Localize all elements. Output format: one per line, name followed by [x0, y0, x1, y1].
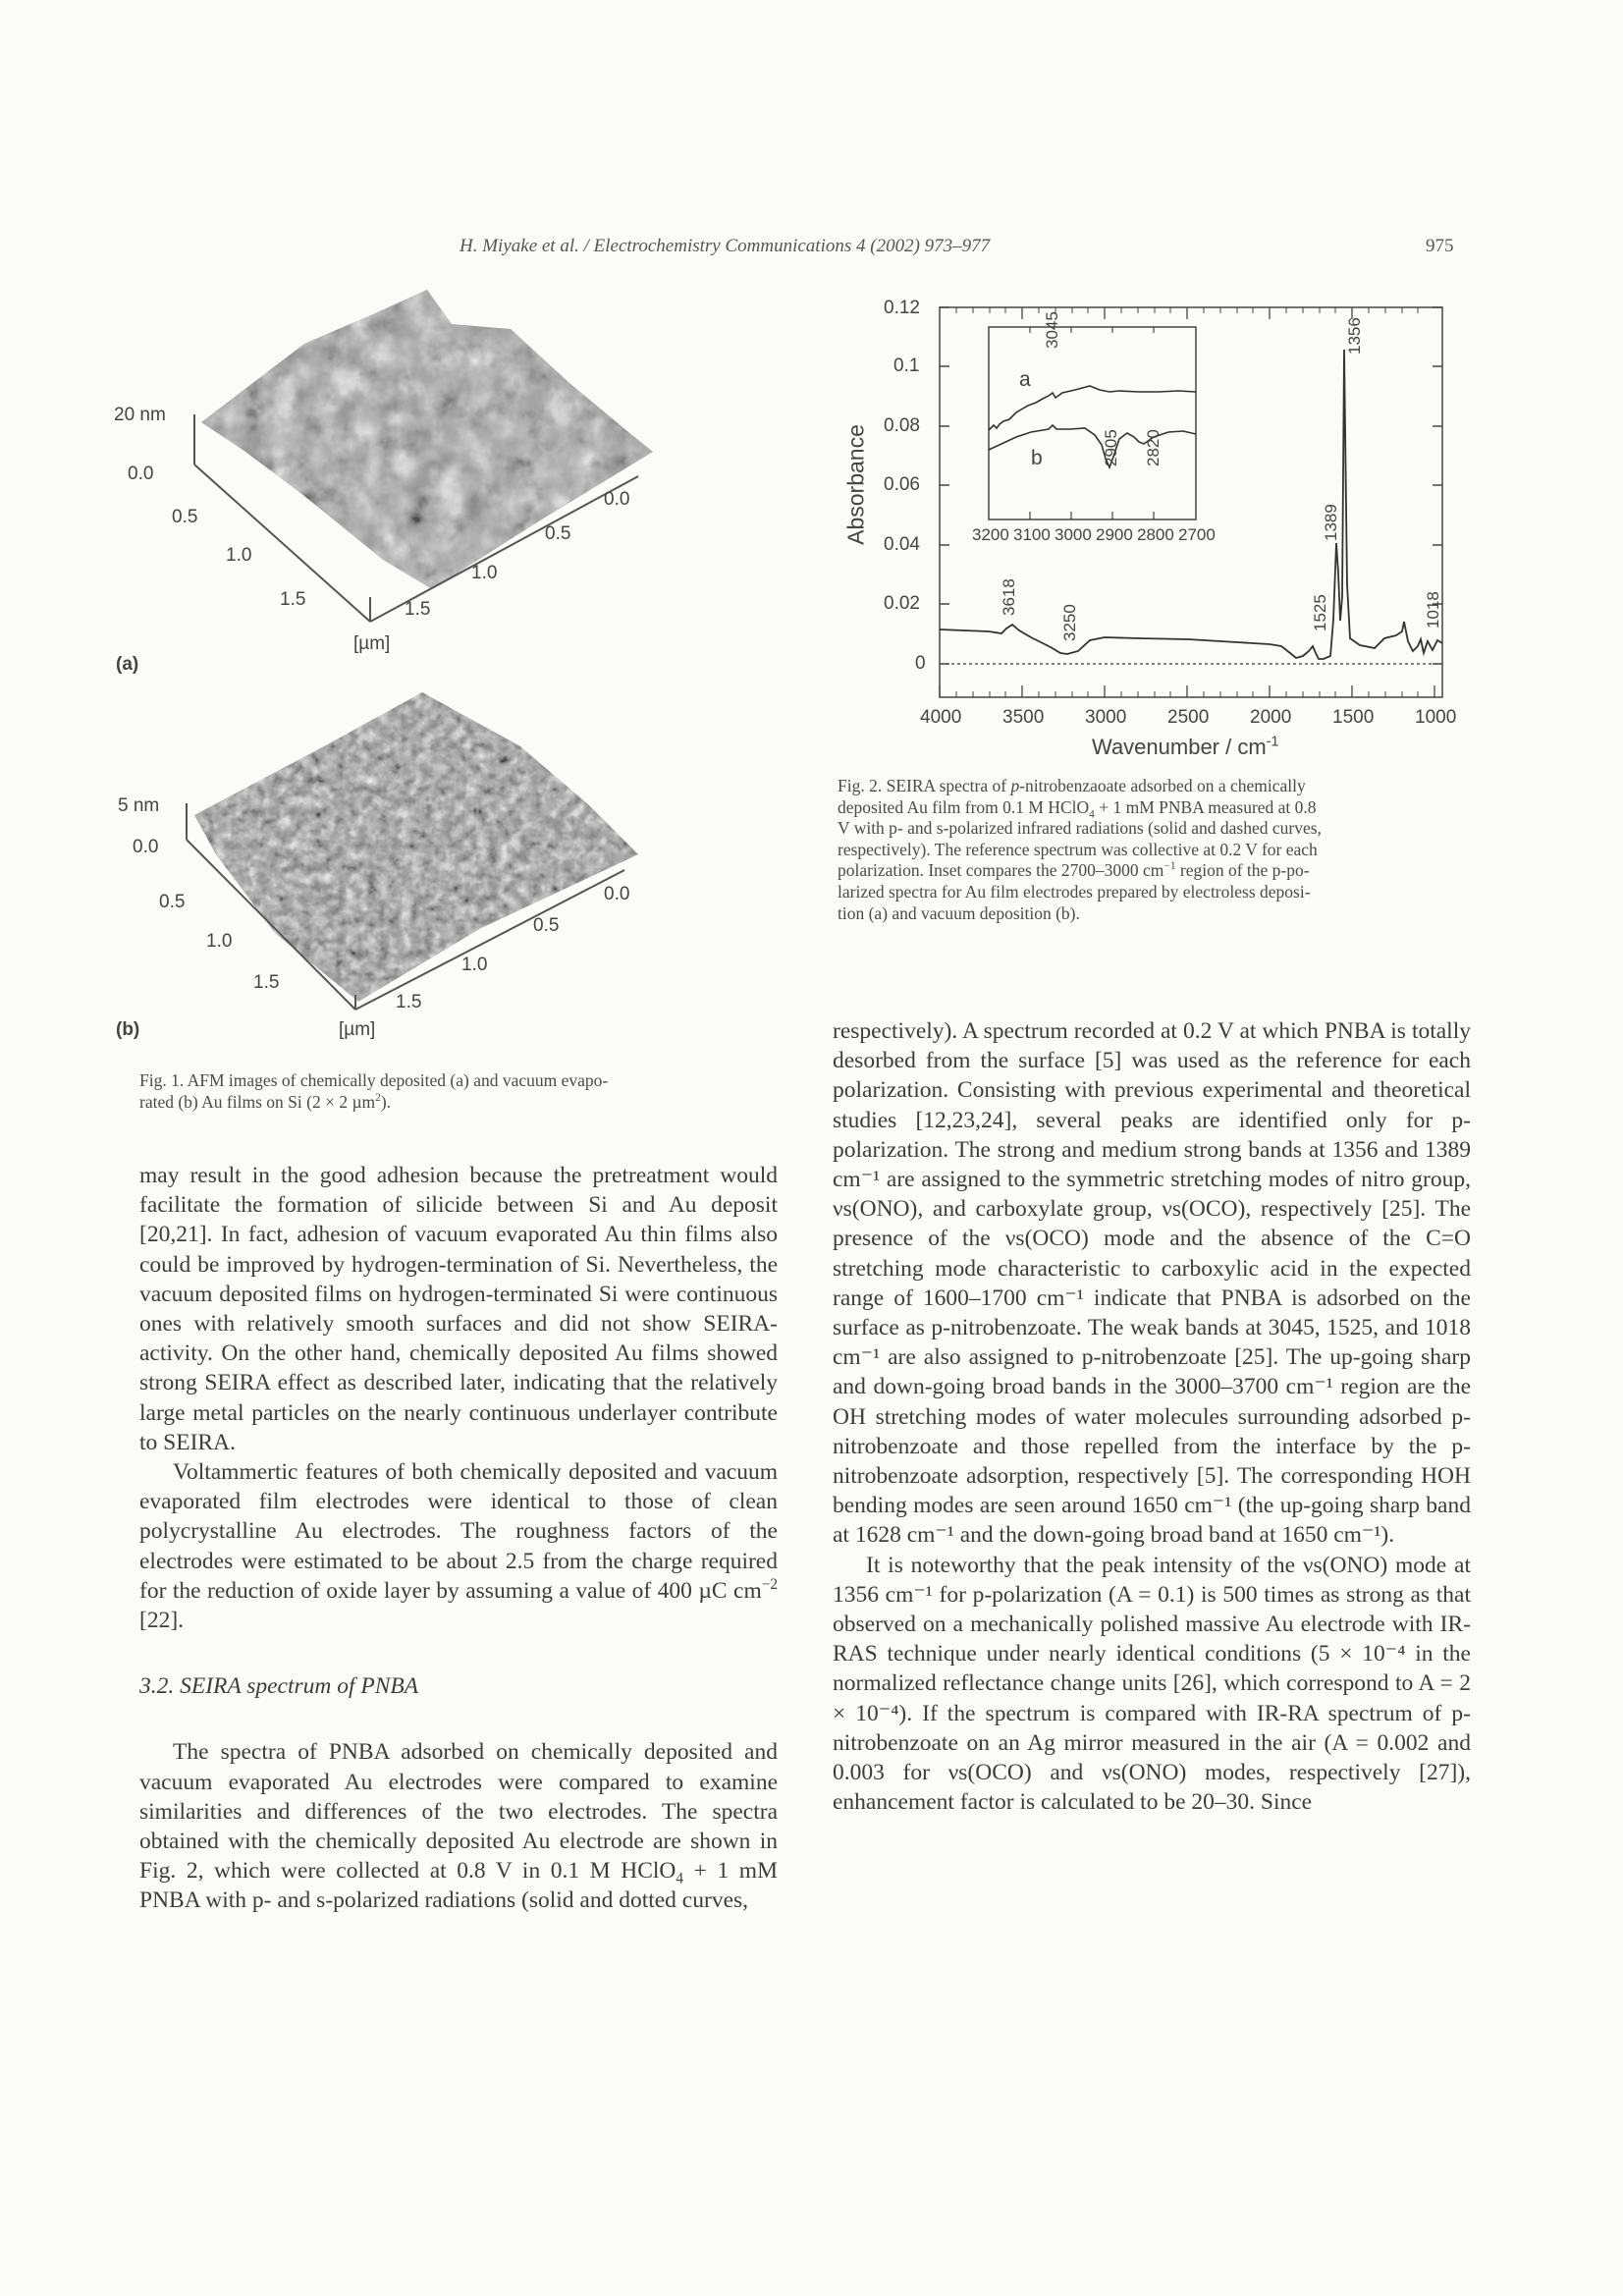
caption-line: tion (a) and vacuum deposition (b).: [838, 902, 1080, 923]
inset-curve-label-b: b: [1031, 447, 1043, 469]
peak-label-1389: 1389: [1322, 504, 1340, 541]
peak-label-1018: 1018: [1424, 591, 1442, 629]
caption-line: rated (b) Au films on Si (2 × 2 µm$^2$).: [139, 1091, 392, 1112]
z-zero-label: 0.0: [128, 464, 154, 484]
x-tick-label: 3500: [1002, 707, 1045, 728]
panel-label-b: (b): [116, 1019, 140, 1040]
inset-x-tick: 3100: [1013, 525, 1051, 544]
caption-line: V with p- and s-polarized infrared radiations (solid and dashed curves,: [838, 818, 1322, 839]
z-zero-label: 0.0: [133, 837, 159, 857]
unit-label: [µm]: [353, 633, 391, 654]
left-tick: 0.5: [159, 892, 186, 912]
afm-image-b: [116, 687, 776, 1070]
y-tick-label: 0.08: [884, 415, 920, 436]
inset-x-tick: 3200: [972, 525, 1009, 544]
peak-label-2820: 2820: [1144, 429, 1163, 466]
seira-spectrum-chart: [825, 290, 1492, 766]
y-tick-label: 0.06: [884, 474, 920, 495]
afm-surface-a: [128, 285, 776, 678]
inset-x-tick: 2700: [1178, 525, 1216, 544]
right-tick: 0.5: [545, 523, 571, 544]
z-scale-label: 5 nm: [118, 795, 160, 816]
y-tick-label: 0.04: [884, 534, 920, 555]
y-axis-label: Absorbance: [842, 424, 869, 545]
right-tick: 1.5: [405, 599, 431, 620]
paragraph: respectively). A spectrum recorded at 0.2 V at which PNBA is totally desorbed from the surface [5] was used as the reference for each polarization. Consisting with previous experimental and theoretical studies [12,23,24], several peaks are identified only for p-polarization. The strong and medium strong bands at 1356 and 1389 cm⁻¹ are assigned to the symmetric stretching modes of nitro group, νs(ONO), and carboxylate group, νs(OCO), respectively [25]. The presence of the νs(OCO) mode and the absence of the C=O stretching mode characteristic to carboxylic acid in the expected range of 1600–1700 cm⁻¹ indicate that PNBA is adsorbed on the surface as p-nitrobenzoate. The weak bands at 3045, 1525, and 1018 cm⁻¹ are also assigned to p-nitrobenzoate [25]. The up-going sharp and down-going broad bands in the 3000–3700 cm⁻¹ region are the OH stretching modes of water molecules surrounding adsorbed p-nitrobenzoate and those repelled from the interface by the p-nitrobenzoate adsorption, respectively [5]. The corresponding HOH bending modes are seen around 1650 cm⁻¹ (the up-going sharp band at 1628 cm⁻¹ and the down-going broad band at 1650 cm⁻¹).: [833, 1018, 1471, 1549]
x-tick-label: 1500: [1332, 707, 1375, 728]
peak-label-1525: 1525: [1311, 594, 1329, 631]
y-tick-label: 0: [915, 653, 926, 674]
y-tick-label: 0.1: [893, 355, 920, 376]
inset-curve-label-a: a: [1019, 368, 1031, 391]
x-tick-label: 1000: [1415, 707, 1457, 728]
page-number: 975: [1426, 236, 1454, 256]
right-tick: 0.0: [604, 489, 630, 510]
caption-line: larized spectra for Au film electrodes prepared by electroless deposi-: [838, 881, 1311, 902]
paragraph: It is noteworthy that the peak intensity of the νs(ONO) mode at 1356 cm⁻¹ for p-polarization (A = 0.1) is 500 times as strong as that observed on a mechanically polished massive Au electrode with IR-RAS technique under nearly identical conditions (5 × 10⁻⁴ in the normalized reflectance change units [26], which correspond to A = 2 × 10⁻⁴). If the spectrum is compared with IR-RA spectrum of p-nitrobenzoate on an Ag mirror measured in the air (A = 0.002 and 0.003 for νs(OCO) and νs(ONO) modes, respectively [27]), enhancement factor is calculated to be 20–30. Since: [833, 1552, 1471, 1816]
left-tick: 1.5: [280, 589, 306, 610]
paragraph: may result in the good adhesion because the pretreatment would facilitate the formation of silicide between Si and Au deposit [20,21]. In fact, adhesion of vacuum evaporated Au thin films also could be improved by hydrogen-termination of Si. Nevertheless, the vacuum deposited films on hydrogen-terminated Si were continuous ones with relatively smooth surfaces and did not show SEIRA-activity. On the other hand, chemically deposited Au films showed strong SEIRA effect as described later, indicating that the relatively large metal particles on the nearly continuous underlayer contribute to SEIRA.: [139, 1163, 778, 1455]
right-tick: 1.0: [471, 563, 498, 583]
right-tick: 1.5: [396, 992, 422, 1012]
inset-x-tick: 2800: [1137, 525, 1174, 544]
z-scale-label: 20 nm: [114, 405, 166, 425]
running-header: [0, 236, 1623, 265]
right-column: [833, 1016, 1471, 1817]
figure2-caption: [838, 776, 1471, 924]
figure1-caption: [139, 1070, 776, 1113]
caption-line: polarization. Inset compares the 2700–3000 $cm^{-1}$ region of the p-po-: [838, 860, 1310, 881]
y-tick-label: 0.12: [884, 298, 920, 318]
caption-line: Fig. 1. AFM images of chemically deposited (a) and vacuum evapo-: [139, 1070, 609, 1090]
afm-surface-b: [128, 687, 776, 1070]
paragraph: Voltammertic features of both chemically deposited and vacuum evaporated film electrodes were identical to those of clean polycrystalline Au electrodes. The roughness factors of the electrodes were estimated to be about 2.5 from the charge required for the reduction of oxide layer by assuming a value of 400 µC $cm^{-2}$ [22].: [139, 1459, 778, 1634]
peak-label-3045: 3045: [1043, 311, 1061, 349]
x-tick-label: 3000: [1085, 707, 1127, 728]
peak-label-2905: 2905: [1102, 429, 1120, 466]
paragraph: The spectra of PNBA adsorbed on chemically deposited and vacuum evaporated Au electrodes were compared to examine similarities and differences of the two electrodes. The spectra obtained with the chemically deposited Au electrode are shown in Fig. 2, which were collected at 0.8 V in 0.1 M HClO$_4$ + 1 mM PNBA with p- and s-polarized radiations (solid and dotted curves,: [139, 1739, 778, 1914]
panel-label-a: (a): [116, 654, 139, 675]
left-tick: 0.5: [172, 507, 198, 527]
x-axis-label: Wavenumber / $cm^{-1}$: [1092, 734, 1279, 759]
peak-label-3250: 3250: [1060, 604, 1079, 641]
inset-x-tick: 3000: [1055, 525, 1092, 544]
afm-image-a: [114, 285, 776, 678]
left-tick: 1.5: [253, 972, 280, 993]
inset-x-tick: 2900: [1096, 525, 1133, 544]
left-tick: 1.0: [206, 931, 233, 952]
caption-line: Fig. 2. SEIRA spectra of p-nitrobenzaoate adsorbed on a chemically: [838, 776, 1306, 795]
x-tick-label: 2500: [1167, 707, 1210, 728]
running-title: H. Miyake et al. / Electrochemistry Communications 4 (2002) 973–977: [460, 236, 991, 256]
caption-line: respectively). The reference spectrum was collective at 0.2 V for each: [838, 839, 1318, 859]
right-tick: 0.0: [604, 884, 630, 904]
left-column: [139, 1161, 778, 1916]
peak-label-1356: 1356: [1345, 317, 1364, 355]
x-tick-label: 4000: [920, 707, 962, 728]
right-tick: 0.5: [533, 915, 560, 936]
left-tick: 1.0: [226, 545, 252, 566]
y-tick-label: 0.02: [884, 593, 920, 614]
section-heading: 3.2. SEIRA spectrum of PNBA: [139, 1673, 419, 1700]
peak-label-3618: 3618: [1000, 578, 1018, 616]
caption-line: deposited Au film from 0.1 M HClO$_4$ + 1 mM PNBA measured at 0.8: [838, 796, 1317, 821]
unit-label: [µm]: [339, 1019, 376, 1040]
x-tick-label: 2000: [1250, 707, 1292, 728]
right-tick: 1.0: [461, 955, 488, 975]
